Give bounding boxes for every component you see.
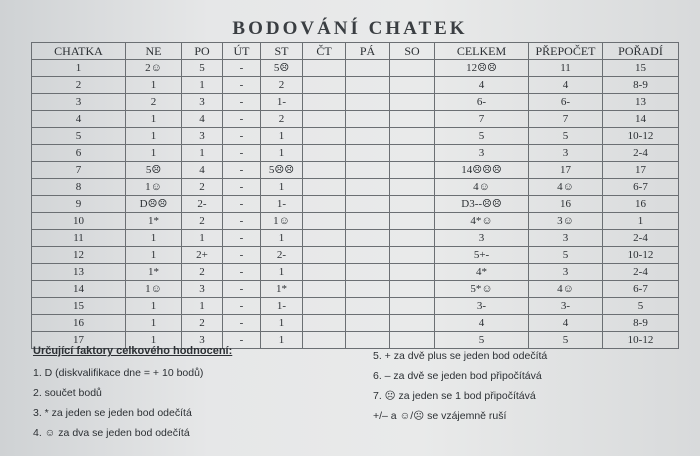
table-cell (346, 145, 390, 162)
table-cell: 7 (435, 111, 529, 128)
table-cell: - (223, 196, 261, 213)
table-cell (390, 94, 435, 111)
table-cell: 3 (32, 94, 126, 111)
table-cell: 16 (603, 196, 679, 213)
table-row (32, 196, 679, 213)
table-cell: - (223, 145, 261, 162)
table-cell: 10-12 (603, 128, 679, 145)
table-cell: 3 (529, 264, 603, 281)
table-row (32, 60, 679, 77)
table-cell: - (223, 264, 261, 281)
table-cell (390, 230, 435, 247)
table-cell (303, 213, 346, 230)
table-cell: - (223, 77, 261, 94)
table-cell: 1 (603, 213, 679, 230)
table-cell: - (223, 213, 261, 230)
table-cell: 5 (435, 332, 529, 349)
note-item: 4. ☺ za dva se jeden bod odečítá (33, 427, 190, 439)
table-cell: 1 (261, 128, 303, 145)
table-cell (303, 145, 346, 162)
table-row (32, 128, 679, 145)
table-cell: 2 (182, 264, 223, 281)
table-cell: 12 (32, 247, 126, 264)
table-cell: 1* (126, 213, 182, 230)
table-cell (303, 264, 346, 281)
table-cell: 1 (126, 145, 182, 162)
col-header-st: ST (261, 43, 303, 60)
table-cell (390, 128, 435, 145)
table-cell: 1 (126, 247, 182, 264)
col-header-pa: PÁ (346, 43, 390, 60)
table-cell: 1* (261, 281, 303, 298)
note-item: +/– a ☺/☹ se vzájemně ruší (373, 410, 507, 422)
table-cell: 2 (126, 94, 182, 111)
table-cell: 2-4 (603, 264, 679, 281)
table-cell: 5☹☹ (261, 162, 303, 179)
table-cell: 2-4 (603, 230, 679, 247)
table-cell: 4 (32, 111, 126, 128)
table-row (32, 298, 679, 315)
table-cell: 2-4 (603, 145, 679, 162)
table-cell: 4☺ (435, 179, 529, 196)
table-cell: 3 (435, 145, 529, 162)
table-cell: 16 (32, 315, 126, 332)
table-cell: 1 (126, 128, 182, 145)
table-cell: - (223, 230, 261, 247)
table-cell: 2 (261, 77, 303, 94)
table-cell: 2- (182, 196, 223, 213)
table-cell: 2☺ (126, 60, 182, 77)
table-body (32, 60, 679, 349)
col-header-so: SO (390, 43, 435, 60)
note-item: 2. součet bodů (33, 387, 102, 399)
table-row (32, 264, 679, 281)
table-cell: 3 (529, 230, 603, 247)
table-cell: 1 (32, 60, 126, 77)
table-row (32, 94, 679, 111)
table-cell: 2 (261, 111, 303, 128)
table-cell: 5+- (435, 247, 529, 264)
col-header-chatka: CHATKA (32, 43, 126, 60)
table-cell (390, 77, 435, 94)
page-title: BODOVÁNÍ CHATEK (232, 18, 468, 39)
table-cell: - (223, 179, 261, 196)
table-cell: 1 (182, 298, 223, 315)
table-cell (303, 196, 346, 213)
table-cell: 17 (32, 332, 126, 349)
note-item: 5. + za dvě plus se jeden bod odečítá (373, 350, 548, 362)
table-cell (390, 281, 435, 298)
table-cell: 6-7 (603, 179, 679, 196)
table-cell (390, 213, 435, 230)
table-cell (303, 315, 346, 332)
table-cell: 10-12 (603, 332, 679, 349)
table-cell (390, 145, 435, 162)
table-row (32, 179, 679, 196)
col-header-poradi: POŘADÍ (603, 43, 679, 60)
table-row (32, 111, 679, 128)
col-header-ct: ČT (303, 43, 346, 60)
table-cell: 14 (32, 281, 126, 298)
note-item: 6. – za dvě se jeden bod připočítává (373, 370, 542, 382)
table-cell: 1 (126, 111, 182, 128)
table-cell: - (223, 332, 261, 349)
table-cell: 5 (182, 60, 223, 77)
table-cell (390, 111, 435, 128)
table-cell (346, 264, 390, 281)
table-cell: 3 (182, 128, 223, 145)
table-cell: 3 (435, 230, 529, 247)
table-cell: 7 (32, 162, 126, 179)
table-cell (303, 128, 346, 145)
table-header-row (32, 43, 679, 60)
table-cell: 13 (32, 264, 126, 281)
table-cell: 6-7 (603, 281, 679, 298)
table-cell: - (223, 60, 261, 77)
table-cell (303, 179, 346, 196)
table-cell: 2 (182, 213, 223, 230)
table-cell (346, 179, 390, 196)
table-cell: - (223, 94, 261, 111)
table-cell (390, 162, 435, 179)
table-cell: 17 (529, 162, 603, 179)
table-cell: 1 (126, 298, 182, 315)
table-cell: 1☺ (126, 281, 182, 298)
table-cell (303, 281, 346, 298)
table-cell: 11 (32, 230, 126, 247)
table-cell: - (223, 247, 261, 264)
table-cell: 1 (261, 332, 303, 349)
table-cell (303, 298, 346, 315)
note-item: 1. D (diskvalifikace dne = + 10 bodů) (33, 367, 204, 379)
table-cell: 5 (529, 128, 603, 145)
table-cell: 1- (261, 94, 303, 111)
table-cell: - (223, 281, 261, 298)
table-cell (346, 315, 390, 332)
note-item: 3. * za jeden se jeden bod odečítá (33, 407, 192, 419)
table-cell: 6 (32, 145, 126, 162)
table-cell: 5 (529, 247, 603, 264)
table-cell: 5 (32, 128, 126, 145)
col-header-ut: ÚT (223, 43, 261, 60)
table-cell: D3--☹☹ (435, 196, 529, 213)
scoring-notes (33, 345, 683, 443)
table-cell: D☹☹ (126, 196, 182, 213)
table-cell (390, 315, 435, 332)
table-cell (303, 111, 346, 128)
table-cell: 2- (261, 247, 303, 264)
table-cell (390, 247, 435, 264)
table-cell: 4 (529, 77, 603, 94)
table-cell: 4☺ (529, 281, 603, 298)
table-row (32, 230, 679, 247)
table-cell: 4 (182, 111, 223, 128)
table-cell: 2 (182, 179, 223, 196)
table-cell (346, 213, 390, 230)
table-cell: 1 (126, 315, 182, 332)
table-cell: 4 (435, 315, 529, 332)
table-cell: 2 (32, 77, 126, 94)
table-cell: 8-9 (603, 77, 679, 94)
table-cell: 1 (126, 230, 182, 247)
table-row (32, 315, 679, 332)
table-cell: 5*☺ (435, 281, 529, 298)
table-cell: 15 (603, 60, 679, 77)
notes-right-column (373, 346, 673, 443)
col-header-celkem: CELKEM (435, 43, 529, 60)
table-row (32, 162, 679, 179)
table-cell: 5☹ (261, 60, 303, 77)
table-cell: 6- (435, 94, 529, 111)
table-cell (346, 77, 390, 94)
table-cell: 5 (529, 332, 603, 349)
table-cell: 13 (603, 94, 679, 111)
notes-heading: Určující faktory celkového hodnocení: (33, 345, 233, 357)
table-cell (346, 298, 390, 315)
score-table (31, 42, 679, 349)
table-cell (390, 264, 435, 281)
table-cell: 4* (435, 264, 529, 281)
table-cell (346, 162, 390, 179)
table-cell: 3- (529, 298, 603, 315)
col-header-po: PO (182, 43, 223, 60)
table-cell: - (223, 315, 261, 332)
table-cell: 4☺ (529, 179, 603, 196)
table-cell (303, 230, 346, 247)
table-cell: 1 (182, 77, 223, 94)
table-cell (390, 298, 435, 315)
col-header-ne: NE (126, 43, 182, 60)
table-cell: 1 (126, 332, 182, 349)
table-row (32, 77, 679, 94)
table-cell: 10 (32, 213, 126, 230)
table-cell: 8 (32, 179, 126, 196)
table-cell: 1 (261, 230, 303, 247)
table-cell: 10-12 (603, 247, 679, 264)
table-cell: 5☹ (126, 162, 182, 179)
table-cell: 1☺ (126, 179, 182, 196)
table-cell (346, 94, 390, 111)
table-cell: 3☺ (529, 213, 603, 230)
table-cell: 7 (529, 111, 603, 128)
table-cell (303, 60, 346, 77)
table-cell: 1 (261, 264, 303, 281)
table-cell (390, 196, 435, 213)
table-cell (303, 77, 346, 94)
table-cell: 8-9 (603, 315, 679, 332)
table-cell: 1☺ (261, 213, 303, 230)
table-cell: 3 (182, 94, 223, 111)
table-cell (346, 196, 390, 213)
table-cell: 2 (182, 315, 223, 332)
table-cell: 14 (603, 111, 679, 128)
table-cell: 14☹☹☹ (435, 162, 529, 179)
table-row (32, 281, 679, 298)
table-cell: 9 (32, 196, 126, 213)
table-cell: 5 (435, 128, 529, 145)
table-cell (346, 128, 390, 145)
table-cell: 17 (603, 162, 679, 179)
table-row (32, 247, 679, 264)
table-cell: 1 (261, 145, 303, 162)
table-cell (346, 111, 390, 128)
table-cell (303, 162, 346, 179)
table-cell (346, 247, 390, 264)
table-cell: 2+ (182, 247, 223, 264)
table-cell (346, 230, 390, 247)
table-cell (390, 60, 435, 77)
notes-left-column (33, 363, 373, 443)
table-cell: 3 (182, 332, 223, 349)
table-row (32, 213, 679, 230)
table-cell (303, 247, 346, 264)
table-cell: 4 (435, 77, 529, 94)
table-cell: - (223, 128, 261, 145)
table-cell: - (223, 111, 261, 128)
table-cell: 12☹☹ (435, 60, 529, 77)
table-cell: 6- (529, 94, 603, 111)
table-cell (390, 179, 435, 196)
table-cell: 4 (529, 315, 603, 332)
table-cell: 3 (182, 281, 223, 298)
table-cell: 1- (261, 298, 303, 315)
table-cell: 1 (182, 145, 223, 162)
table-cell (346, 281, 390, 298)
table-cell: 11 (529, 60, 603, 77)
table-cell: 4*☺ (435, 213, 529, 230)
table-row (32, 145, 679, 162)
table-cell: 5 (603, 298, 679, 315)
table-cell: 1 (126, 77, 182, 94)
table-cell: 4 (182, 162, 223, 179)
table-cell: 1* (126, 264, 182, 281)
note-item: 7. ☹ za jeden se 1 bod připočítává (373, 390, 536, 402)
table-cell: - (223, 298, 261, 315)
table-cell: 16 (529, 196, 603, 213)
table-cell: 1 (261, 315, 303, 332)
table-cell: - (223, 162, 261, 179)
table-cell: 15 (32, 298, 126, 315)
table-cell: 1 (182, 230, 223, 247)
table-cell (303, 94, 346, 111)
table-cell: 3 (529, 145, 603, 162)
table-cell: 1- (261, 196, 303, 213)
table-cell (346, 60, 390, 77)
table-cell: 3- (435, 298, 529, 315)
table-cell: 1 (261, 179, 303, 196)
col-header-prepocet: PŘEPOČET (529, 43, 603, 60)
